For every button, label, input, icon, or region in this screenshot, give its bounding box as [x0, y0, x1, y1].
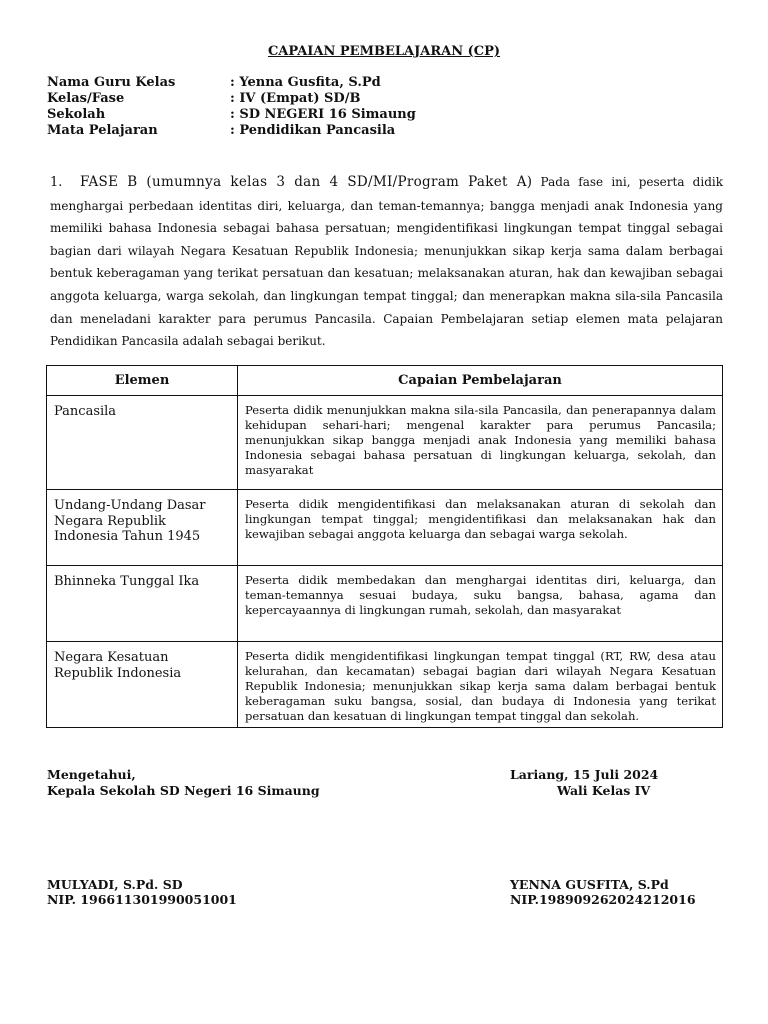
- cell-elemen: Pancasila: [47, 396, 238, 490]
- signature-right-date: Lariang, 15 Juli 2024: [510, 767, 659, 782]
- cell-elemen: Bhinneka Tunggal Ika: [47, 566, 238, 642]
- info-label: Nama Guru Kelas: [47, 75, 176, 90]
- info-row-teacher: [47, 75, 416, 91]
- cell-elemen: Negara Kesatuan Republik Indonesia: [47, 642, 238, 728]
- table-row: [47, 490, 723, 566]
- signature-left-name: MULYADI, S.Pd. SD: [47, 877, 183, 892]
- signature-left-heading: Mengetahui,: [47, 767, 136, 782]
- teacher-info-block: [47, 75, 416, 139]
- info-value: : IV (Empat) SD/B: [230, 91, 361, 106]
- info-label: Kelas/Fase: [47, 91, 125, 106]
- info-value: : Pendidikan Pancasila: [230, 123, 396, 138]
- table-header-row: [47, 366, 723, 396]
- table-row: [47, 642, 723, 728]
- info-row-class: [47, 91, 416, 107]
- header-capaian: Capaian Pembelajaran: [238, 366, 723, 396]
- paragraph-text: Pada fase ini, peserta didik menghargai perbedaan identitas diri, keluarga, dan teman-temannya; bangga menjadi anak Indonesia yang memiliki bahasa Indonesia sebagai bahasa persatuan; mengidentifikasi lingkungan tempat tinggal sebagai bagian dari wilayah Negara Kesatuan Republik Indonesia; menunjukkan sikap kerja sama dalam berbagai bentuk keberagaman yang terikat persatuan dan kesatuan; melaksanakan aturan, hak dan kewajiban sebagai anggota keluarga, warga sekolah, dan lingkungan tempat tinggal; dan menerapkan makna sila-sila Pancasila dan meneladani karakter para perumus Pancasila. Capaian Pembelajaran setiap elemen mata pelajaran Pendidikan Pancasila adalah sebagai berikut.: [50, 175, 723, 349]
- fase-heading: FASE B (umumnya kelas 3 dan 4 SD/MI/Program Paket A): [80, 174, 533, 190]
- signature-right-name: YENNA GUSFITA, S.Pd: [510, 877, 669, 892]
- cell-elemen: Undang-Undang Dasar Negara Republik Indonesia Tahun 1945: [47, 490, 238, 566]
- document-title: CAPAIAN PEMBELAJARAN (CP): [267, 44, 501, 59]
- info-value: : SD NEGERI 16 Simaung: [230, 107, 416, 122]
- table-row: [47, 566, 723, 642]
- info-row-subject: [47, 123, 416, 139]
- table-row: [47, 396, 723, 490]
- info-value: : Yenna Gusfita, S.Pd: [230, 75, 381, 90]
- cell-capaian: Peserta didik menunjukkan makna sila-sila Pancasila, dan penerapannya dalam kehidupan sehari-hari; mengenal karakter para perumus Pancasila; menunjukkan sikap bangga menjadi anak Indonesia yang memiliki bahasa Indonesia sebagai bahasa persatuan di lingkungan keluarga, sekolah, dan masyarakat: [238, 396, 723, 490]
- signature-right-nip: NIP.198909262024212016: [510, 892, 696, 907]
- info-label: Mata Pelajaran: [47, 123, 158, 138]
- signature-left-role: Kepala Sekolah SD Negeri 16 Simaung: [47, 783, 320, 798]
- cp-table: [46, 365, 723, 728]
- info-row-school: [47, 107, 416, 123]
- cell-capaian: Peserta didik mengidentifikasi lingkungan tempat tinggal (RT, RW, desa atau kelurahan, dan kecamatan) sebagai bagian dari wilayah Negara Kesatuan Republik Indonesia; menunjukkan sikap kerja sama dalam berbagai bentuk keberagaman suku bangsa, sosial, dan budaya di Indonesia yang terikat persatuan dan kesatuan di lingkungan tempat tinggal dan sekolah.: [238, 642, 723, 728]
- cell-capaian: Peserta didik membedakan dan menghargai identitas diri, keluarga, dan teman-temannya sesuai budaya, suku bangsa, bahasa, agama dan kepercayaannya di lingkungan rumah, sekolah, dan masyarakat: [238, 566, 723, 642]
- header-elemen: Elemen: [47, 366, 238, 396]
- intro-paragraph: [50, 171, 723, 353]
- info-label: Sekolah: [47, 107, 106, 122]
- signature-left-nip: NIP. 196611301990051001: [47, 892, 237, 907]
- list-number: 1.: [50, 175, 63, 190]
- cell-capaian: Peserta didik mengidentifikasi dan melaksanakan aturan di sekolah dan lingkungan tempat tinggal; mengidentifikasi dan melaksanakan hak dan kewajiban sebagai anggota keluarga dan sebagai warga sekolah.: [238, 490, 723, 566]
- signature-right-role: Wali Kelas IV: [557, 783, 651, 798]
